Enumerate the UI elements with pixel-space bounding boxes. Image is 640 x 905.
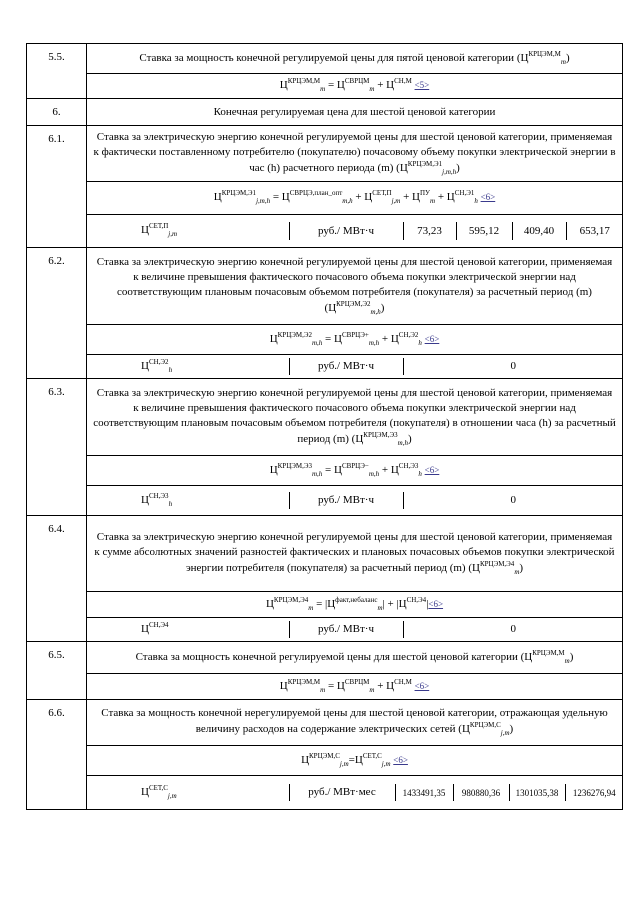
row-number: 6.5.: [27, 642, 87, 700]
formula: $Ц^{КРЦЭМ,М}_m = Ц^{СВРЦМ}_m + Ц^{СН,М} <6>$: [87, 674, 623, 700]
row-6-2: [27, 248, 623, 325]
row-title: Ставка за мощность конечной регулируемой цены для пятой ценовой категории $(Ц^{КРЦЭМ,М}_m)$: [87, 44, 623, 74]
symbol: $Ц^{СН,Э4}$: [141, 620, 169, 635]
row-title: Ставка за мощность конечной регулируемой цены для шестой ценовой категории $(Ц^{КРЦЭМ,М}_m)$: [87, 642, 623, 674]
row-6-3: [27, 379, 623, 456]
row-6-5: [27, 642, 623, 674]
formula: $Ц^{КРЦЭМ,Э1}_{j,m,h} = Ц^{СВРЦЭ,план\_опт}_{m,h} + Ц^{СЕТ,П}_{j,m} + Ц^{ПУ}_m + Ц^{СН,Э1}_h <6>$: [87, 182, 623, 215]
footnote-link[interactable]: <5>: [414, 80, 430, 91]
formula: $Ц^{КРЦЭМ,Э3}_{m,h} = Ц^{СВРЦЭ-}_{m,h} + Ц^{СН,Э3}_h <6>$: [87, 456, 623, 486]
formula-row: [27, 325, 623, 355]
formula-row: [27, 746, 623, 776]
row-6-6: [27, 700, 623, 746]
unit: руб./ МВт·мес: [289, 784, 395, 801]
row-title: Ставка за мощность конечной нерегулируемой цены для шестой ценовой категории, отражающая удельную величину расходов на содержание электрических сетей $(Ц^{КРЦЭМ,С}_{j,m})$: [87, 700, 623, 746]
row-number: 6.1.: [27, 126, 87, 248]
row-number: 5.5.: [27, 44, 87, 99]
formula-row: [27, 674, 623, 700]
footnote-link[interactable]: <6>: [424, 464, 440, 475]
row-title: Ставка за электрическую энергию конечной регулируемой цены для шестой ценовой категории, применяемая к величине превышения фактического почасового объема покупки электрической энергии над соответствующим плановым почасовым объемом потребителя (покупателя) в отношении часа (h) за расчетный период (m) $(Ц^{КРЦЭМ,Э3}_{m,h})$: [87, 379, 623, 456]
row-title: Ставка за электрическую энергию конечной регулируемой цены для шестой ценовой категории, применяемая к фактически поставленному потребителю (покупателю) почасовому объему покупки электрической энергии в час (h) расчетного периода (m) $(Ц^{КРЦЭМ,Э1}_{j,m,h})$: [87, 126, 623, 182]
section-title: Конечная регулируемая цена для шестой ценовой категории: [87, 99, 623, 126]
formula: $Ц^{КРЦЭМ,Э2}_{m,h} = Ц^{СВРЦЭ+}_{m,h} + Ц^{СН,Э2}_h <6>$: [87, 325, 623, 355]
symbol: $Ц^{СЕТ,С}_{j,m}$: [141, 783, 177, 800]
row-number: 6.: [27, 99, 87, 126]
footnote-link[interactable]: <6>: [428, 598, 444, 609]
symbol: $Ц^{СН,Э2}_h$: [141, 357, 173, 374]
formula-row: [27, 74, 623, 99]
row-number: 6.3.: [27, 379, 87, 516]
footnote-link[interactable]: <6>: [480, 192, 496, 203]
unit: руб./ МВт·ч: [289, 492, 403, 509]
row-number: 6.6.: [27, 700, 87, 810]
formula-row: [27, 456, 623, 486]
values-row: [27, 486, 623, 516]
unit: руб./ МВт·ч: [289, 222, 403, 239]
footnote-link[interactable]: <6>: [393, 754, 408, 765]
value: 653,17: [566, 222, 623, 239]
value: 73,23: [403, 222, 456, 239]
value: 409,40: [512, 222, 566, 239]
values-table: [87, 621, 623, 638]
value: 0: [403, 358, 623, 375]
value: 1433491,35: [395, 784, 453, 801]
formula-row: [27, 182, 623, 215]
row-title: Ставка за электрическую энергию конечной регулируемой цены для шестой ценовой категории, применяемая к сумме абсолютных значений разностей фактических и плановых почасовых объемов покупки электрической энергии потребителя (покупателя) за расчетный период (m) $(Ц^{КРЦЭМ,Э4}_m)$: [87, 516, 623, 592]
values-table: [87, 784, 623, 801]
footnote-link[interactable]: <6>: [414, 680, 430, 691]
values-row: [27, 618, 623, 642]
unit: руб./ МВт·ч: [289, 358, 403, 375]
values-row: [27, 776, 623, 810]
values-row: [27, 355, 623, 379]
value: 1236276,94: [565, 784, 623, 801]
formula-row: [27, 592, 623, 618]
row-6-4: [27, 516, 623, 592]
row-6: [27, 99, 623, 126]
row-title: Ставка за электрическую энергию конечной регулируемой цены для шестой ценовой категории, применяемая к величине превышения фактического почасового объема покупки электрической энергии над соответствующим плановым почасовым объемом потребителя (покупателя) за расчетный период (m) $(Ц^{КРЦЭМ,Э2}_{m,h})$: [87, 248, 623, 325]
symbol: $Ц^{СН,Э3}_h$: [141, 491, 173, 508]
title-text: Ставка за мощность конечной регулируемой цены для пятой ценовой категории (Ц: [139, 51, 529, 64]
row-5-5: [27, 44, 623, 74]
values-row: [27, 215, 623, 248]
value: 0: [403, 621, 623, 638]
row-number: 6.4.: [27, 516, 87, 642]
values-table: [87, 222, 623, 239]
row-number: 6.2.: [27, 248, 87, 379]
tariff-table: [26, 43, 623, 810]
symbol: $Ц^{СЕТ,П}_{j,m}$: [141, 222, 178, 239]
formula: $Ц^{КРЦЭМ,С}_{j,m}=Ц^{СЕТ,С}_{j,m} <6>$: [87, 746, 623, 776]
value: 980880,36: [453, 784, 509, 801]
values-table: [87, 358, 623, 375]
footnote-link[interactable]: <6>: [424, 333, 440, 344]
formula: $Ц^{КРЦЭМ,Э4}_m = |Ц^{факт,небаланс}_m| + |Ц^{СН,Э4}|<6>$: [87, 592, 623, 618]
value: 0: [403, 492, 623, 509]
unit: руб./ МВт·ч: [289, 621, 403, 638]
values-table: [87, 492, 623, 509]
formula: $Ц^{КРЦЭМ,М}_m = Ц^{СВРЦМ}_m + Ц^{СН,М} <5>$: [87, 74, 623, 99]
value: 1301035,38: [509, 784, 565, 801]
row-6-1: [27, 126, 623, 182]
value: 595,12: [456, 222, 512, 239]
